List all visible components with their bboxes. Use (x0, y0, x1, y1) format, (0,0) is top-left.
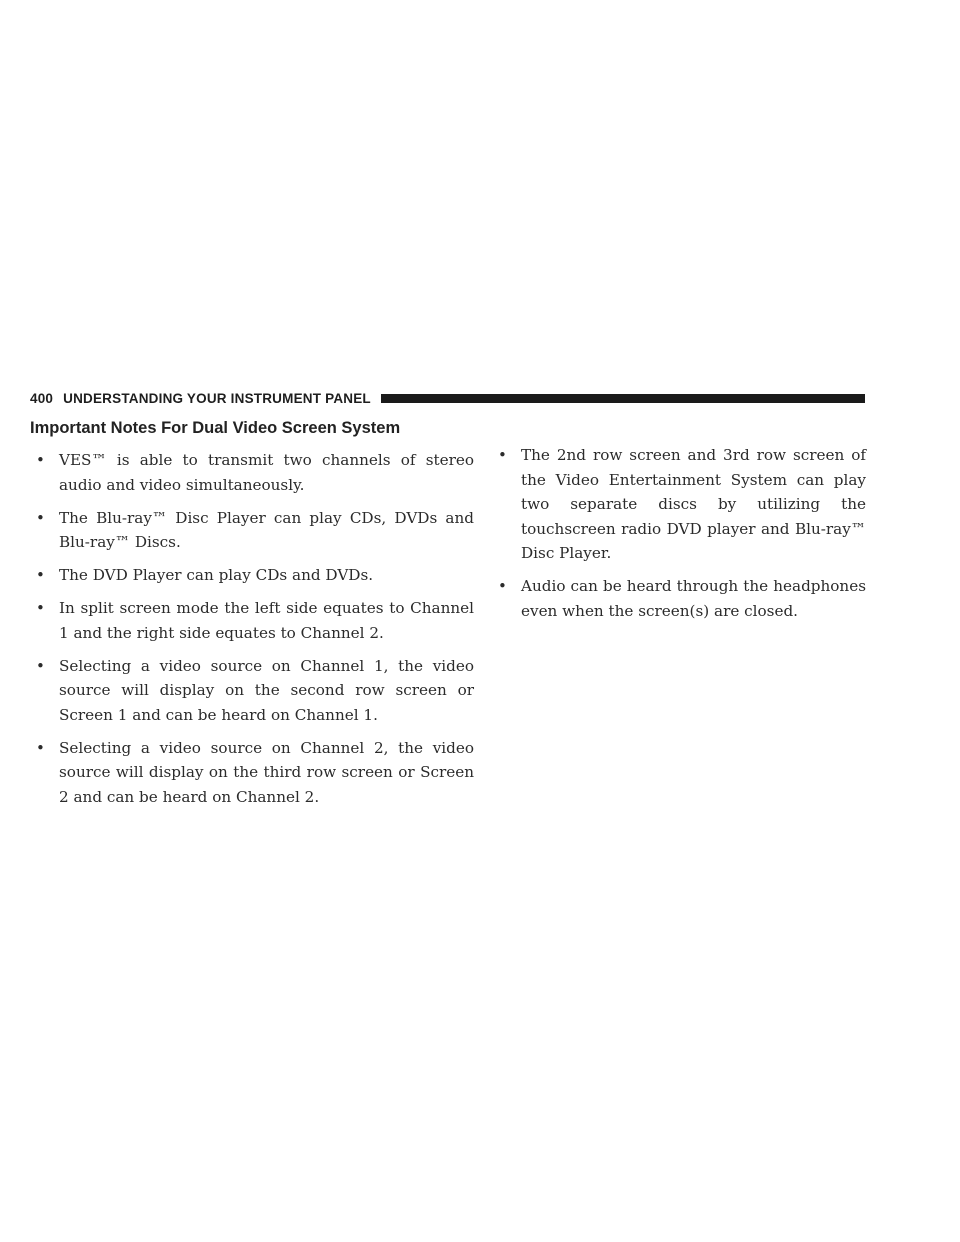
bullet-icon: • (498, 577, 507, 595)
section-heading: Important Notes For Dual Video Screen System (30, 419, 401, 437)
list-item-text: In split screen mode the left side equates to Channel 1 and the right side equates to Channel 2. (59, 599, 474, 642)
bullet-icon: • (36, 508, 45, 527)
page-number: 400 (30, 390, 54, 406)
list-item-text: Selecting a video source on Channel 2, the video source will display on the third row screen or Screen 2 and can be heard on Channel 2. (59, 738, 474, 806)
bullet-icon: • (36, 738, 45, 757)
list-item-text: The 2nd row screen and 3rd row screen of the Video Entertainment System can play two separate discs by utilizing the touchscreen radio DVD player and Blu-ray™ Disc Player. (521, 446, 866, 562)
list-item-text: Audio can be heard through the headphones even when the screen(s) are closed. (521, 577, 866, 620)
bullet-icon: • (36, 451, 45, 469)
list-item-text: The DVD Player can play CDs and DVDs. (59, 566, 374, 584)
list-item (492, 443, 866, 566)
list-item (30, 563, 474, 588)
list-item (30, 506, 474, 555)
list-item-text: Selecting a video source on Channel 1, the video source will display on the second row screen or Screen 1 and can be heard on Channel 1. (59, 656, 474, 724)
bullet-icon: • (498, 446, 507, 464)
bullet-icon: • (36, 656, 45, 675)
list-item (30, 736, 474, 810)
list-item (30, 448, 474, 497)
page-header (30, 388, 865, 408)
left-column (30, 418, 474, 818)
bullet-icon: • (36, 599, 45, 617)
section-title: UNDERSTANDING YOUR INSTRUMENT PANEL (63, 390, 371, 406)
right-bullet-list (492, 443, 866, 623)
list-item (30, 596, 474, 645)
list-item-text: The Blu-ray™ Disc Player can play CDs, DVDs and Blu-ray™ Discs. (59, 508, 474, 551)
right-column (492, 443, 866, 632)
list-item (492, 574, 866, 623)
left-bullet-list (30, 448, 474, 809)
list-item-text: VES™ is able to transmit two channels of stereo audio and video simultaneously. (59, 451, 474, 494)
header-rule (381, 394, 865, 403)
bullet-icon: • (36, 566, 45, 584)
list-item (30, 654, 474, 728)
